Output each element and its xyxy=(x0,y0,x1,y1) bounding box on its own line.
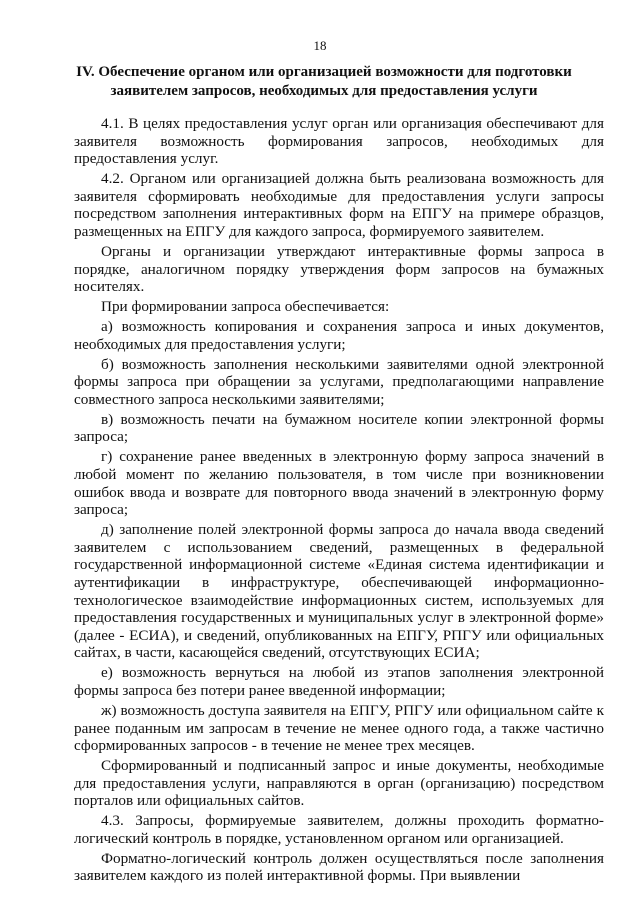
paragraph: 4.3. Запросы, формируемые заявителем, должны проходить форматно-логический контроль в порядке, установленном органом или организацией. xyxy=(74,812,604,847)
paragraph: Сформированный и подписанный запрос и иные документы, необходимые для предоставления услуги, направляются в орган (организацию) посредством порталов или официальных сайтов. xyxy=(74,757,604,810)
paragraph: Органы и организации утверждают интерактивные формы запроса в порядке, аналогичном порядку утверждения форм запросов на бумажных носителях. xyxy=(74,242,604,296)
document-body xyxy=(74,115,604,887)
list-item: а) возможность копирования и сохранения запроса и иных документов, необходимых для предоставления услуги; xyxy=(74,318,604,353)
list-item: в) возможность печати на бумажном носителе копии электронной формы запроса; xyxy=(74,410,604,446)
section-heading: IV. Обеспечение органом или организацией возможности для подготовки заявителем запросов, необходимых для предоставления услуги xyxy=(76,64,572,99)
paragraph: 4.2. Органом или организацией должна быть реализована возможность для заявителя сформировать необходимые для предоставления услуги запросы посредством заполнения интерактивных форм на ЕПГУ на примере образцов, размещенных на ЕПГУ для каждого запроса, формируемого заявителем. xyxy=(74,170,604,240)
paragraph: При формировании запроса обеспечивается: xyxy=(101,298,390,316)
paragraph: 4.1. В целях предоставления услуг орган или организация обеспечивают для заявителя возможность формирования запросов, необходимых для предоставления услуг. xyxy=(74,115,604,168)
list-item: б) возможность заполнения несколькими заявителями одной электронной формы запроса при обращении за услугами, предполагающими направление совместного запроса несколькими заявителями; xyxy=(74,355,604,408)
list-item: д) заполнение полей электронной формы запроса до начала ввода сведений заявителем с использованием сведений, размещенных в федеральной государственной информационной системе «Единая система идентификации и аутентификации в инфраструктуре, обеспечивающей информационно-технологическое взаимодействие информационных систем, используемых для предоставления государственных и муниципальных услуг в электронной форме» (далее - ЕСИА), и сведений, опубликованных на ЕПГУ, РПГУ или официальных сайтах, в части, касающейся сведений, отсутствующих ЕСИА; xyxy=(74,521,604,662)
list-item: ж) возможность доступа заявителя на ЕПГУ, РПГУ или официальном сайте к ранее поданным им запросам в течение не менее одного года, а также частично сформированных запросов - в течение не менее трех месяцев. xyxy=(74,701,604,755)
paragraph: Форматно-логический контроль должен осуществляться после заполнения заявителем каждого из полей интерактивной формы. При выявлении xyxy=(74,849,604,885)
list-item: е) возможность вернуться на любой из этапов заполнения электронной формы запроса без потери ранее введенной информации; xyxy=(74,664,604,699)
list-item: г) сохранение ранее введенных в электронную форму запроса значений в любой момент по желанию пользователя, в том числе при возникновении ошибок ввода и возврате для повторного ввода значений в электронную форму запроса; xyxy=(74,448,604,519)
page-number: 18 xyxy=(313,38,327,53)
